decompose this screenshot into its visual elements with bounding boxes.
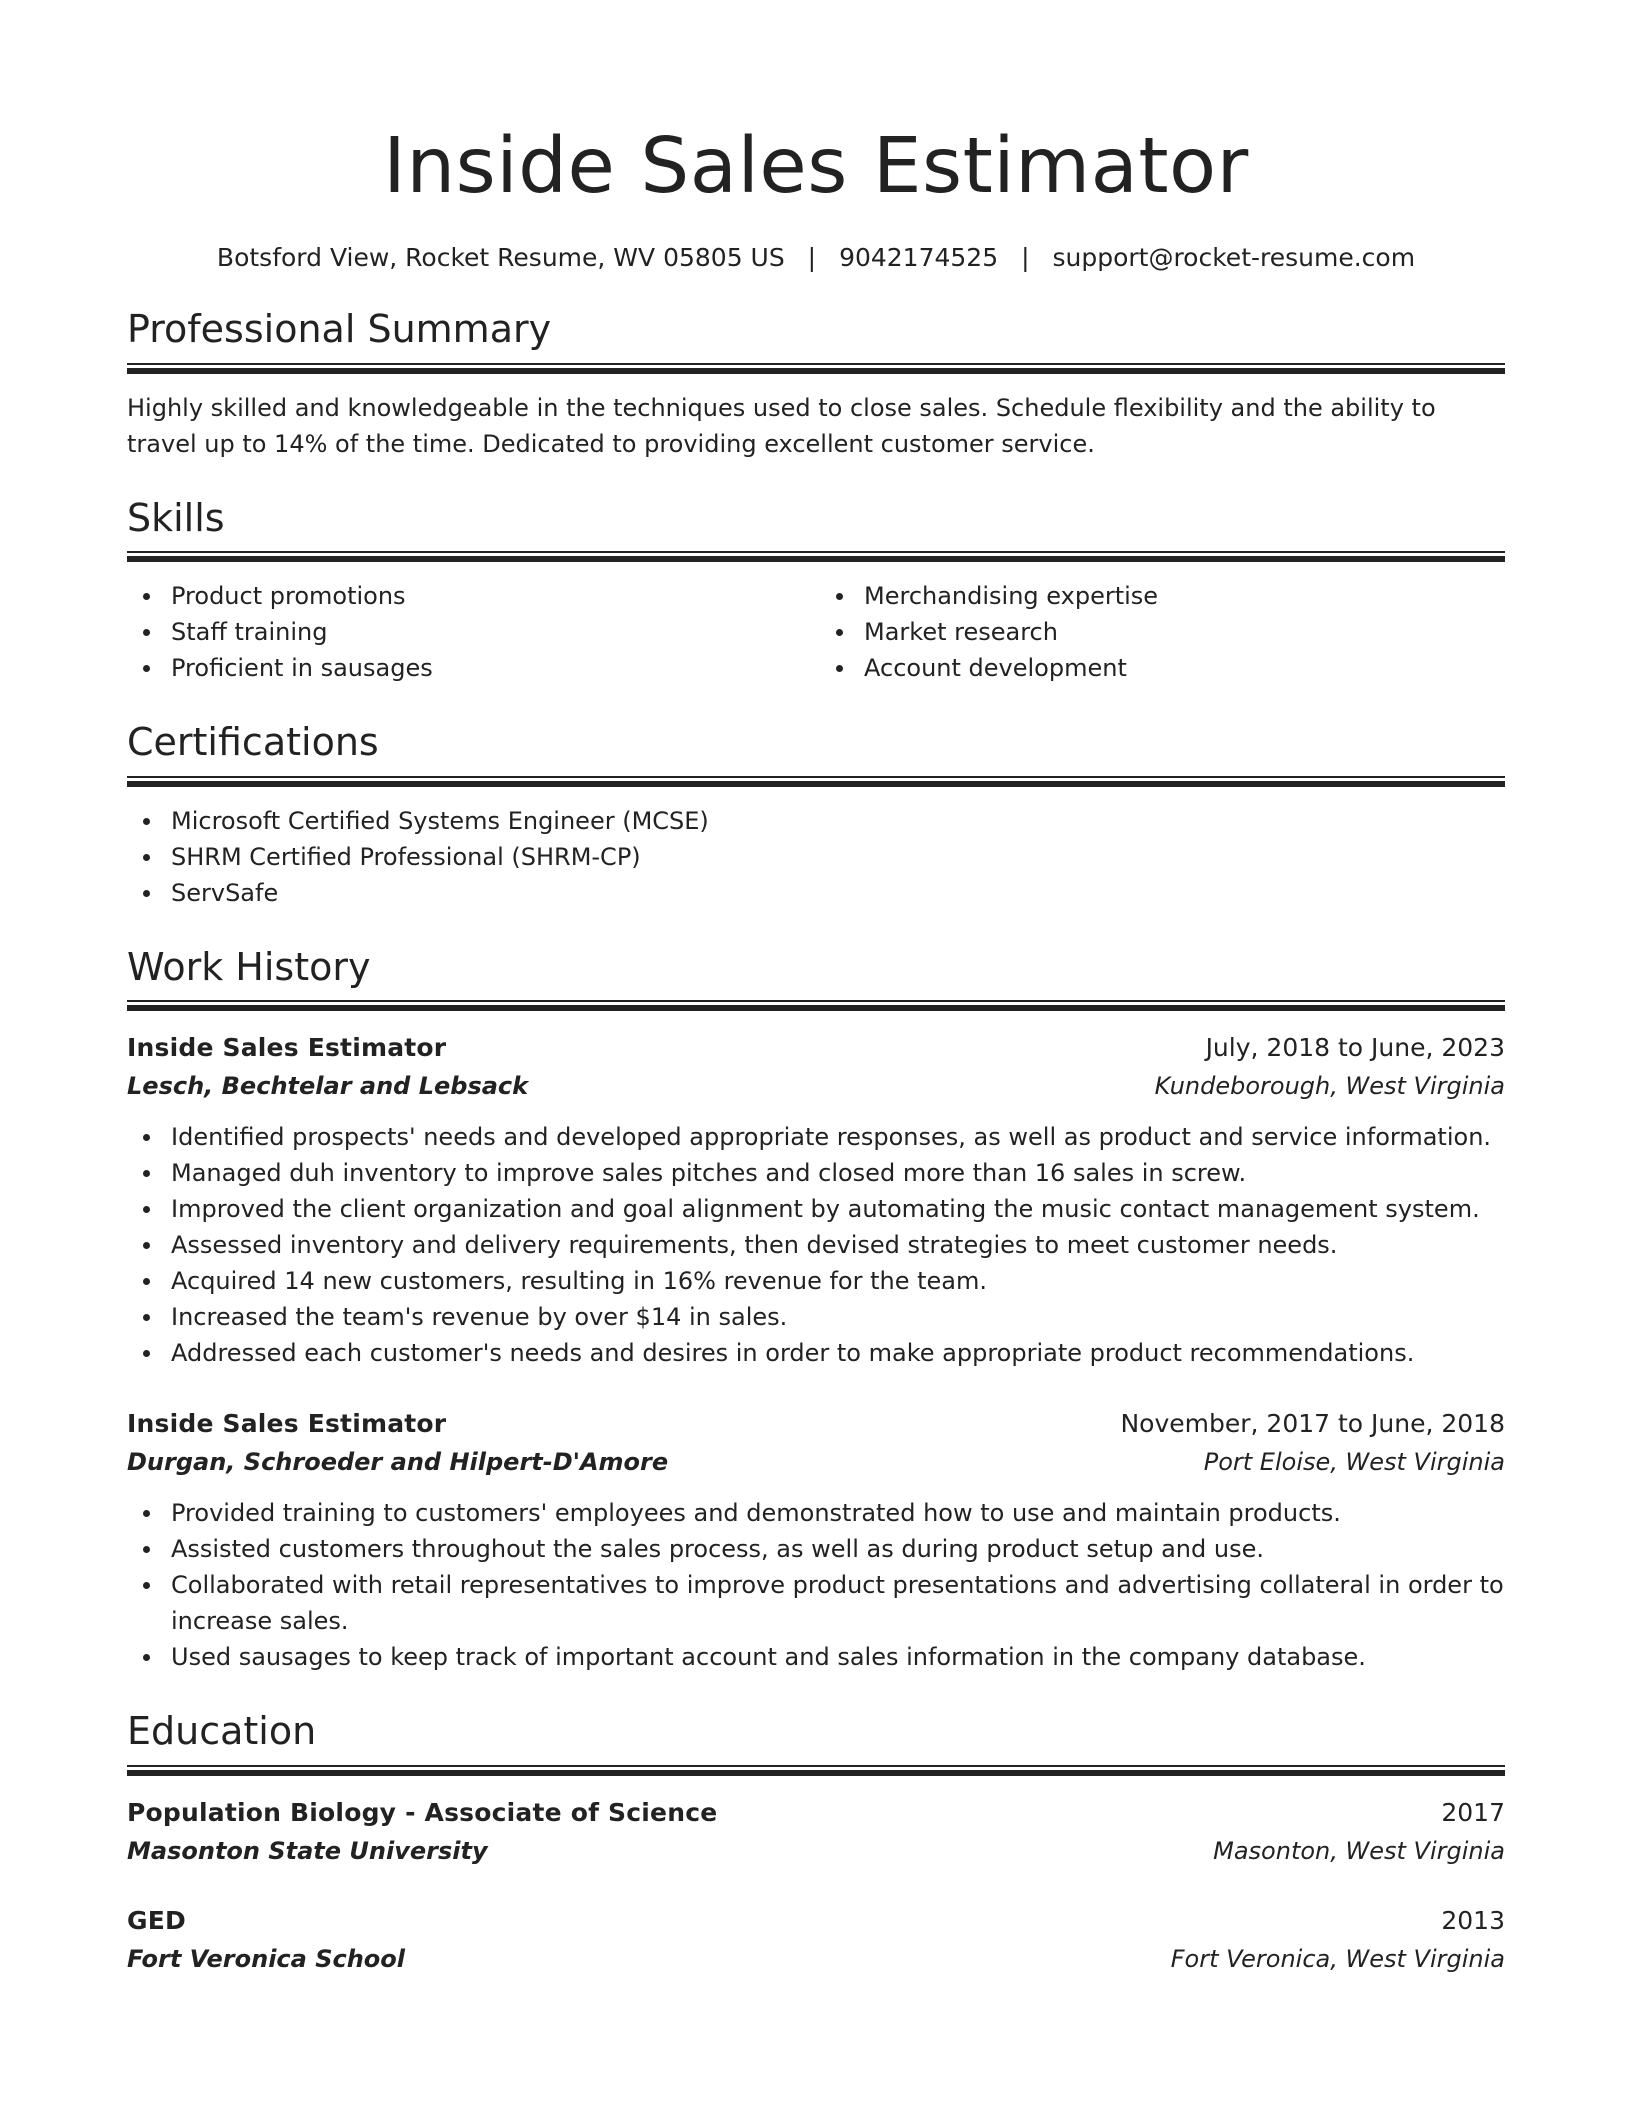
skills-section: [127, 496, 1505, 687]
job-employer-row: [127, 1067, 1505, 1105]
certification-item: Microsoft Certified Systems Engineer (MCSE): [127, 803, 1505, 839]
education-degree: GED: [127, 1905, 186, 1935]
job-header-row: [127, 1405, 1505, 1443]
certification-item: SHRM Certified Professional (SHRM-CP): [127, 839, 1505, 875]
education-heading: Education: [127, 1709, 317, 1754]
work-history-section: [127, 945, 1505, 1676]
job-bullet: Acquired 14 new customers, resulting in 16% revenue for the team.: [127, 1263, 1505, 1299]
skill-item: Staff training: [127, 614, 816, 650]
job-entry: [127, 1405, 1505, 1675]
job-bullets: [127, 1119, 1505, 1371]
section-divider: [127, 776, 1505, 787]
skill-item: Account development: [820, 650, 1505, 686]
section-divider: [127, 1000, 1505, 1011]
job-bullet: Managed duh inventory to improve sales pitches and closed more than 16 sales in screw.: [127, 1155, 1505, 1191]
job-title: Inside Sales Estimator: [127, 1409, 447, 1439]
job-header-row: [127, 1029, 1505, 1067]
contact-separator: |: [807, 243, 817, 272]
job-bullet: Increased the team's revenue by over $14 in sales.: [127, 1299, 1505, 1335]
job-bullets: [127, 1495, 1505, 1675]
certification-item: ServSafe: [127, 875, 1505, 911]
contact-phone: 9042174525: [839, 243, 999, 272]
summary-text: Highly skilled and knowledgeable in the techniques used to close sales. Schedule flexibility and the ability to travel up to 14% of the time. Dedicated to providing excellent customer service.: [127, 393, 1436, 458]
section-divider: [127, 1765, 1505, 1776]
contact-line: [127, 243, 1505, 273]
resume-title: Inside Sales Estimator: [383, 122, 1249, 211]
contact-separator: |: [1021, 243, 1030, 272]
skill-item: Product promotions: [127, 578, 816, 614]
work-history-heading: Work History: [127, 944, 371, 989]
contact-email: support@rocket-resume.com: [1052, 243, 1416, 272]
education-year: 2013: [1441, 1905, 1505, 1935]
summary-section: [127, 307, 1505, 462]
skills-list-left: [127, 578, 816, 686]
certifications-section: [127, 720, 1505, 911]
education-year: 2017: [1441, 1797, 1505, 1827]
job-bullet: Collaborated with retail representatives to improve product presentations and advertising collateral in order to increase sales.: [127, 1567, 1505, 1639]
education-school: Masonton State University: [127, 1836, 488, 1865]
education-entry: [127, 1794, 1505, 1870]
job-employer: Lesch, Bechtelar and Lebsack: [127, 1072, 529, 1101]
education-section: [127, 1709, 1505, 1978]
skills-grid: [127, 578, 1505, 686]
education-location: Fort Veronica, West Virginia: [1170, 1944, 1505, 1973]
job-bullet: Addressed each customer's needs and desires in order to make appropriate product recommendations.: [127, 1335, 1505, 1371]
section-divider: [127, 363, 1505, 374]
job-location: Kundeborough, West Virginia: [1154, 1072, 1505, 1101]
education-school: Fort Veronica School: [127, 1944, 406, 1973]
education-school-row: [127, 1940, 1505, 1978]
job-bullet: Assessed inventory and delivery requirements, then devised strategies to meet customer needs.: [127, 1227, 1505, 1263]
education-entry: [127, 1902, 1505, 1978]
skills-list-right: [816, 578, 1505, 686]
job-location: Port Eloise, West Virginia: [1203, 1448, 1505, 1477]
education-degree-row: [127, 1794, 1505, 1832]
job-dates: November, 2017 to June, 2018: [1120, 1409, 1505, 1439]
job-title: Inside Sales Estimator: [127, 1033, 447, 1063]
job-bullet: Identified prospects' needs and developed appropriate responses, as well as product and service information.: [127, 1119, 1505, 1155]
job-entry: [127, 1029, 1505, 1371]
certifications-heading: Certifications: [127, 720, 379, 765]
education-degree-row: [127, 1902, 1505, 1940]
job-employer: Durgan, Schroeder and Hilpert-D'Amore: [127, 1448, 669, 1477]
certifications-list: [127, 803, 1505, 911]
skill-item: Merchandising expertise: [820, 578, 1505, 614]
education-location: Masonton, West Virginia: [1213, 1836, 1505, 1865]
education-school-row: [127, 1832, 1505, 1870]
job-employer-row: [127, 1443, 1505, 1481]
summary-heading: Professional Summary: [127, 307, 552, 351]
job-bullet: Provided training to customers' employees and demonstrated how to use and maintain products.: [127, 1495, 1505, 1531]
contact-address: Botsford View, Rocket Resume, WV 05805 US: [216, 243, 785, 272]
job-dates: July, 2018 to June, 2023: [1205, 1033, 1505, 1063]
skills-heading: Skills: [127, 495, 225, 540]
section-divider: [127, 551, 1505, 562]
education-degree: Population Biology - Associate of Science: [127, 1797, 718, 1827]
job-bullet: Improved the client organization and goal alignment by automating the music contact management system.: [127, 1191, 1505, 1227]
skill-item: Proficient in sausages: [127, 650, 816, 686]
job-bullet: Used sausages to keep track of important account and sales information in the company database.: [127, 1639, 1505, 1675]
job-bullet: Assisted customers throughout the sales process, as well as during product setup and use.: [127, 1531, 1505, 1567]
skill-item: Market research: [820, 614, 1505, 650]
